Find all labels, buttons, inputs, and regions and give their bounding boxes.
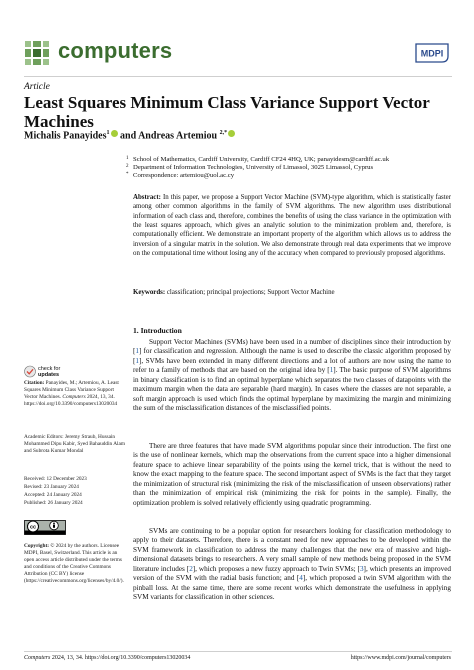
abstract: [133, 193, 451, 258]
mdpi-logo-icon: [412, 42, 452, 64]
footer-divider: [24, 651, 452, 652]
check-updates-icon[interactable]: [24, 365, 36, 378]
accepted-date: Accepted: 24 January 2024: [24, 492, 82, 498]
abstract-text: In this paper, we propose a Support Vector Machine (SVM)-type algorithm, which is statistically faster among other common algorithms in the family of SVM algorithms. The new algorithm uses distributional information of each class and, therefore, combines the benefits of using the class variance in the optimization with the least squares approach, which gives an analytic solution to the minimization problem and, therefore, is computationally efficient. We demonstrate an important property of the algorithm which allows us to address the inversion of a singular matrix in the solution. We also demonstrate through real data experiments that we improve on the computational time without losing any of the accuracy when compared to previously proposed algorithms.: [133, 194, 451, 258]
journal-logo-icon: [24, 40, 50, 66]
header-divider: [24, 76, 452, 77]
correspondence: * Correspondence: artemiou@uol.ac.cy: [126, 172, 235, 179]
paragraph-2: There are three features that have made SVM algorithms popular since their introduction. The first one is the use of nonlinear kernels, which map the observations from the current space into a higher dimensional feature space to achieve linear separability of the points using the kernel trick, that is without the need to know the exact mapping to the feature space. The second important aspect of SVMs is the fact that they target the minimization of structural risk (minimizing the risk of the misclassification of unseen observations) rather than the minimization of empirical risk (minimizing the risk for points in the sample). Finally, the optimization problem is solved relatively efficiently using quadratic programming.: [133, 442, 451, 507]
publisher-name: MDPI: [420, 48, 444, 59]
cc-label: cc: [29, 524, 37, 531]
author-list: [24, 130, 235, 141]
paragraph-3: SVMs are continuing to be a popular option for researchers looking for classification methodology to apply to their datasets. Therefore, there is a constant need for new approaches to be developed within the SVM framework in classification to address the many challenges that the new era of massive and high-dimensional datasets brings to researchers. A very small sample of new methods being proposed in the SVM literature includes [2], which proposes a new fuzzy approach to Twin SVMs; [3], which presents an improved version of the SVM with the radial basis function; and [4], which proposed a twin SVM algorithm with the pinball loss. At the same time, there are some recent works which demonstrate the usefulness in applying SVM variants for classification in other sciences.: [133, 527, 451, 602]
abstract-label: Abstract:: [133, 194, 161, 201]
footer-citation: Computers 2024, 13, 34. https://doi.org/10.3390/computers13020034: [24, 655, 191, 661]
author-1-affiliation: 1: [106, 130, 110, 136]
affiliation-1: 1 School of Mathematics, Cardiff University, Cardiff CF24 4HQ, UK; panayidesm@cardiff.ac.uk: [126, 156, 390, 163]
author-2-affiliation: 2,*: [219, 130, 228, 136]
keywords-label: Keywords:: [133, 289, 166, 296]
article-type: Article: [24, 82, 50, 92]
published-date: Published: 26 January 2024: [24, 500, 83, 506]
keywords: [133, 288, 451, 297]
paragraph-1: Support Vector Machines (SVMs) have been used in a number of disciplines since their introduction by [1] for classification and regression. Although the name is used to describe the classic algorithm proposed by [1], SVMs have been extended in many different directions and a lot of authors are now using the name to refer to a family of methods that are based on the original idea by [1]. The basic purpose of SVM algorithms in binary classification is to find an optimal hyperplane which separates the two classes of datapoints with the maximum margin when the data are separable (hard margin). In cases where the classes are not separable, a soft margin approach is used which finds the optimal hyperplane by maximizing the margin and minimizing the sum of the misclassification distances of the misclassified points.: [133, 338, 451, 413]
journal-name: computers: [58, 38, 173, 63]
check-updates-link[interactable]: check for updates: [38, 366, 61, 379]
orcid-icon[interactable]: [111, 130, 118, 137]
citation-link[interactable]: 1: [135, 347, 139, 356]
copyright-notice: Copyright: © 2024 by the authors. Licensee MDPI, Basel, Switzerland. This article is an open access article distributed under the terms and conditions of the Creative Commons Attribution (CC BY) license (https://creativecommons.org/licenses/by/4.0/).: [24, 543, 124, 584]
citation-link[interactable]: 1: [135, 356, 139, 365]
citation-block: Citation: Panayides, M.; Artemiou, A. Least Squares Minimum Class Variance Support Vector Machines. Computers 2024, 13, 34. https://doi.org/10.3390/computers13020034: [24, 380, 119, 407]
affiliation-2: 2 Department of Information Technologies, University of Limassol, 3025 Limassol, Cyprus: [126, 164, 374, 171]
author-2: and Andreas Artemiou: [117, 130, 218, 142]
footer-journal-link[interactable]: https://www.mdpi.com/journal/computers: [350, 655, 451, 661]
author-1: Michalis Panayides: [24, 130, 107, 142]
revised-date: Revised: 23 January 2024: [24, 484, 79, 490]
received-date: Received: 12 December 2023: [24, 476, 87, 482]
citation-link[interactable]: 3: [359, 564, 364, 573]
orcid-icon[interactable]: [228, 130, 235, 137]
citation-link[interactable]: 2: [189, 564, 193, 573]
citation-link[interactable]: 1: [329, 366, 334, 375]
academic-editors: Academic Editors: Jeremy Straub, Hussain Mohammed Dipu Kabir, Syed Bahauddin Alam and Subrota Kumar Mondal: [24, 434, 126, 454]
citation-link[interactable]: 4: [299, 574, 303, 583]
cc-by-license-icon[interactable]: [24, 520, 66, 535]
section-heading: 1. Introduction: [133, 326, 182, 335]
keywords-text: classification; principal projections; Support Vector Machine: [165, 289, 335, 296]
paper-title: Least Squares Minimum Class Variance Support Vector Machines: [24, 93, 430, 131]
